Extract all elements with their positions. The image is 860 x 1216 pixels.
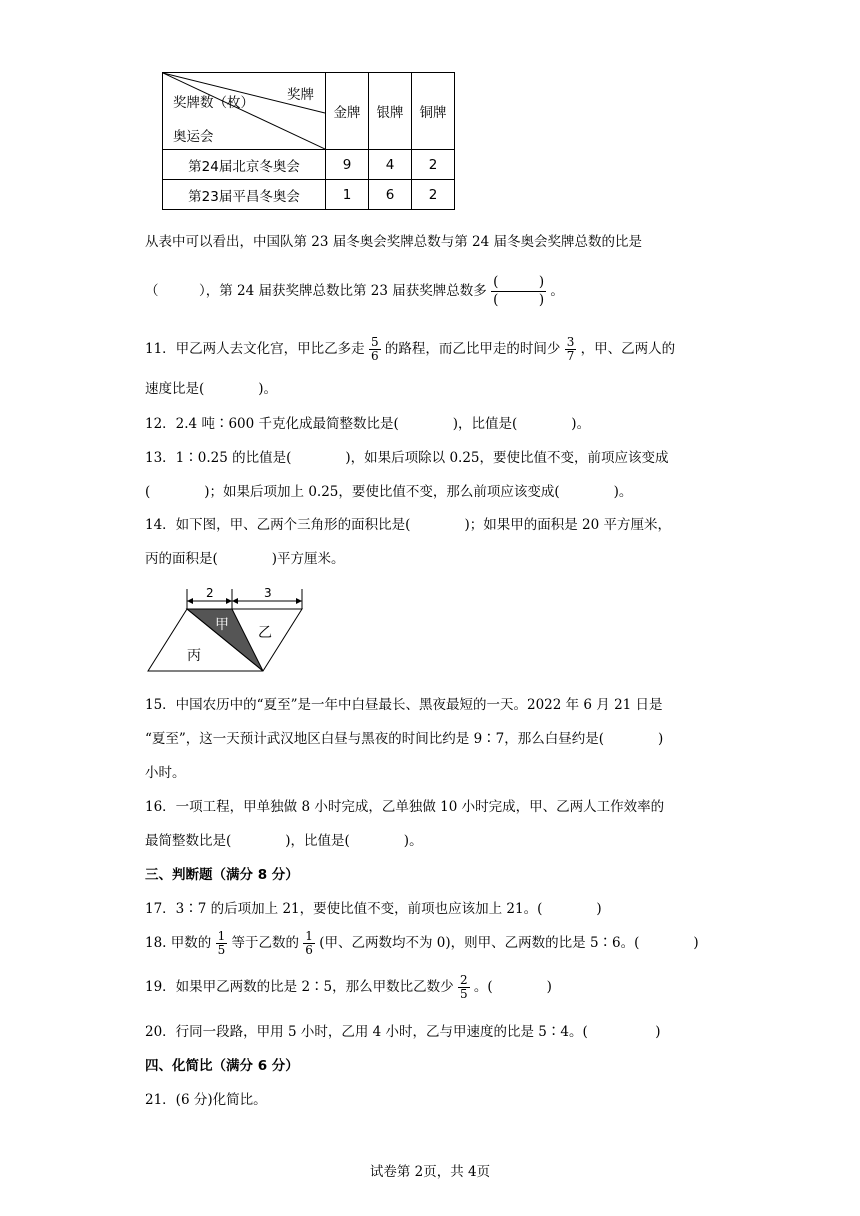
frac-den: 7 <box>566 349 575 363</box>
table-row <box>163 150 455 180</box>
q19-text-a: 19．如果甲乙两数的比是 2∶5，那么甲数比乙数少 <box>145 979 454 995</box>
triangle-figure <box>145 583 325 675</box>
cell-bronze: 2 <box>412 150 455 180</box>
header-medal: 奖牌 <box>287 87 314 103</box>
q18-fraction-1 <box>216 930 228 957</box>
cell-gold: 9 <box>326 150 369 180</box>
q16-line1: 16．一项工程，甲单独做 8 小时完成，乙单独做 10 小时完成，甲、乙两人工作效率的 <box>145 799 665 815</box>
frac-num: 3 <box>566 335 575 349</box>
cell-silver: 4 <box>369 150 412 180</box>
q18 <box>145 930 699 957</box>
q13-line1: 13．1∶0.25 的比值是( )，如果后项除以 0.25，要使比值不变，前项应该变成 <box>145 450 669 466</box>
q18-fraction-2 <box>303 930 315 957</box>
q10-frac-den: ( ) <box>493 292 545 308</box>
frac-num: 5 <box>370 335 379 349</box>
q19-fraction <box>458 974 470 1001</box>
q11-fraction-1 <box>369 336 381 363</box>
q19 <box>145 974 552 1001</box>
q17: 17．3∶7 的后项加上 21，要使比值不变，前项也应该加上 21。( ) <box>145 901 602 917</box>
label-jia: 甲 <box>215 617 229 633</box>
dim-label-2: 2 <box>206 586 214 600</box>
q10-fraction <box>491 274 546 309</box>
frac-num: 1 <box>305 929 313 943</box>
section-3-heading: 三、判断题（满分 8 分） <box>145 867 299 883</box>
q14-line1: 14．如下图，甲、乙两个三角形的面积比是( )；如果甲的面积是 20 平方厘米， <box>145 517 671 533</box>
q11-line2: 速度比是( )。 <box>145 381 278 397</box>
q11-fraction-2 <box>565 336 577 363</box>
cell-silver: 6 <box>369 180 412 210</box>
frac-den: 6 <box>370 349 379 363</box>
frac-den: 5 <box>217 943 226 957</box>
cell-gold: 1 <box>326 180 369 210</box>
section-4-heading: 四、化简比（满分 6 分） <box>145 1058 299 1074</box>
frac-den: 6 <box>305 943 313 957</box>
q20: 20．行同一段路，甲用 5 小时，乙用 4 小时，乙与甲速度的比是 5∶4。( ) <box>145 1024 661 1040</box>
header-games: 奥运会 <box>173 129 214 145</box>
q10-text: （ ），第 24 届获奖牌总数比第 23 届获奖牌总数多 <box>145 283 487 299</box>
col-bronze: 铜牌 <box>412 73 455 150</box>
q19-text-b: 。( ) <box>473 979 552 995</box>
dim-label-3: 3 <box>264 586 272 600</box>
q14-line2: 丙的面积是( )平方厘米。 <box>145 551 345 567</box>
q10-line1: 从表中可以看出，中国队第 23 届冬奥会奖牌总数与第 24 届冬奥会奖牌总数的比是 <box>145 234 643 250</box>
q18-text-c: (甲、乙两数均不为 0)，则甲、乙两数的比是 5∶6。( ) <box>319 935 699 951</box>
medal-table <box>162 72 455 210</box>
q10-end: 。 <box>550 283 564 299</box>
q10-line2 <box>145 274 564 309</box>
q10-frac-num: ( ) <box>493 274 545 290</box>
q18-text-b: 等于乙数的 <box>231 935 299 951</box>
q16-line2: 最简整数比是( )，比值是( )。 <box>145 833 423 849</box>
q11-text-b: 的路程，而乙比甲走的时间少 <box>384 341 561 357</box>
q13-line2: ( )；如果后项加上 0.25，要使比值不变，那么前项应该变成( )。 <box>145 484 633 500</box>
row-name: 第24届北京冬奥会 <box>163 150 326 180</box>
row-name: 第23届平昌冬奥会 <box>163 180 326 210</box>
q15-line1: 15．中国农历中的“夏至”是一年中白昼最长、黑夜最短的一天。2022 年 6 月 21 日是 <box>145 697 663 713</box>
cell-bronze: 2 <box>412 180 455 210</box>
q18-text-a: 18. 甲数的 <box>145 935 212 951</box>
col-gold: 金牌 <box>326 73 369 150</box>
frac-num: 2 <box>459 973 468 987</box>
q15-line2: “夏至”，这一天预计武汉地区白昼与黑夜的时间比约是 9∶7，那么白昼约是( ) <box>145 731 664 747</box>
q12: 12．2.4 吨∶600 千克化成最简整数比是( )，比值是( )。 <box>145 416 591 432</box>
table-diagonal-header <box>163 73 326 150</box>
col-silver: 银牌 <box>369 73 412 150</box>
frac-num: 1 <box>217 929 226 943</box>
page-footer: 试卷第 2页，共 4页 <box>369 1164 491 1180</box>
q11-line1 <box>145 336 675 363</box>
label-bing: 丙 <box>187 648 201 664</box>
label-yi: 乙 <box>258 625 272 641</box>
q11-text-a: 11．甲乙两人去文化宫，甲比乙多走 <box>145 341 365 357</box>
table-row <box>163 180 455 210</box>
frac-den: 5 <box>459 987 468 1001</box>
q15-line3: 小时。 <box>145 765 186 781</box>
header-count: 奖牌数（枚） <box>173 95 254 111</box>
q11-text-c: ，甲、乙两人的 <box>580 341 676 357</box>
q21: 21．(6 分)化简比。 <box>145 1092 267 1108</box>
